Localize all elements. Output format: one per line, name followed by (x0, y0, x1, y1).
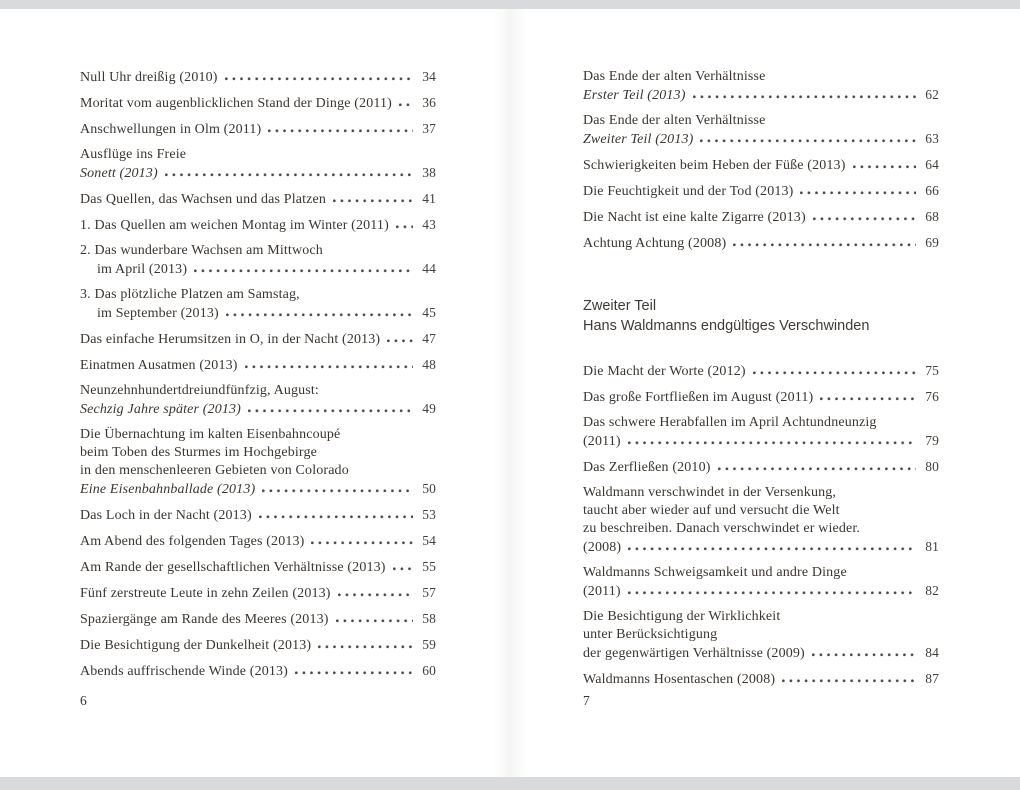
toc-entry (583, 68, 939, 105)
toc-entry-last-line (80, 584, 436, 603)
toc-entry-title: Das große Fortfließen im August (2011) (583, 390, 814, 405)
toc-entry-last-line (80, 356, 436, 375)
toc-entry-title: Abends auffrischende Winde (2013) (80, 664, 288, 679)
toc-entry-title: Schwierigkeiten beim Heben der Füße (2013) (583, 158, 846, 173)
toc-page-ref: 62 (925, 87, 939, 102)
dot-leader (753, 371, 916, 375)
toc-entry-title: Die Feuchtigkeit und der Tod (2013) (583, 184, 794, 199)
toc-entry-last-line (583, 670, 939, 689)
toc-entry (583, 458, 939, 477)
toc-entry-title: Moritat vom augenblicklichen Stand der Dinge (2011) (80, 96, 392, 111)
toc-entry-title: (2011) (583, 584, 621, 599)
toc-entry (583, 156, 939, 175)
toc-entry-last-line (80, 506, 436, 525)
toc-entry-last-line (583, 388, 939, 407)
toc-entry-last-line (583, 208, 939, 227)
toc-entry (80, 190, 436, 209)
dot-leader (268, 129, 413, 133)
toc-entry-title: Eine Eisenbahnballade (2013) (80, 482, 256, 497)
toc-entry-last-line (583, 182, 939, 201)
toc-entry-line: in den menschenleeren Gebieten von Colorado (80, 463, 349, 478)
toc-entry (80, 216, 436, 235)
toc-entry-title: (2011) (583, 434, 621, 449)
toc-page-ref: 34 (422, 69, 436, 84)
dot-leader (853, 165, 916, 169)
dot-leader (245, 365, 413, 369)
toc-entry-title: im April (2013) (97, 262, 188, 277)
dot-leader (311, 541, 413, 545)
toc-entry-last-line (80, 190, 436, 209)
toc-entry-title: Am Rande der gesellschaftlichen Verhältnisse (2013) (80, 560, 386, 575)
dot-leader (165, 173, 413, 177)
toc-entry (583, 234, 939, 253)
dot-leader (813, 217, 916, 221)
toc-page-right (583, 0, 939, 790)
toc-entry-last-line (80, 610, 436, 629)
toc-entry-line: Neunzehnhundertdreiundfünfzig, August: (80, 383, 319, 398)
toc-page-ref: 82 (925, 583, 939, 598)
toc-entry (583, 564, 939, 601)
toc-entry (583, 112, 939, 149)
dot-leader (226, 313, 413, 317)
toc-entry-last-line (80, 480, 436, 499)
toc-entry-last-line (583, 538, 939, 557)
toc-entry-line: Das Ende der alten Verhältnisse (583, 69, 766, 84)
toc-entry-line: beim Toben des Sturmes im Hochgebirge (80, 445, 317, 460)
toc-list-right (583, 68, 939, 696)
toc-page-ref: 44 (422, 261, 436, 276)
section-heading-line: Hans Waldmanns endgültiges Verschwinden (583, 317, 870, 334)
toc-entry (80, 506, 436, 525)
toc-page-ref: 81 (925, 539, 939, 554)
toc-page-ref: 64 (925, 157, 939, 172)
dot-leader (800, 191, 916, 195)
toc-page-ref: 87 (925, 671, 939, 686)
toc-entry (80, 382, 436, 419)
toc-entry-line: zu beschreiben. Danach verschwindet er wieder. (583, 521, 861, 536)
toc-entry-last-line (583, 234, 939, 253)
dot-leader (225, 77, 413, 81)
dot-leader (399, 103, 413, 107)
toc-entry-last-line (80, 662, 436, 681)
toc-page-ref: 36 (422, 95, 436, 110)
toc-entry-last-line (80, 120, 436, 139)
toc-page-ref: 57 (422, 585, 436, 600)
toc-entry-line: Das Ende der alten Verhältnisse (583, 113, 766, 128)
toc-entry (80, 146, 436, 183)
dot-leader (259, 515, 413, 519)
dot-leader (338, 593, 413, 597)
dot-leader (718, 467, 916, 471)
toc-page-ref: 54 (422, 533, 436, 548)
toc-entry-last-line (80, 216, 436, 235)
toc-entry-title: Achtung Achtung (2008) (583, 236, 727, 251)
dot-leader (393, 567, 413, 571)
toc-page-ref: 45 (422, 305, 436, 320)
toc-page-ref: 84 (925, 645, 939, 660)
toc-page-ref: 53 (422, 507, 436, 522)
toc-page-ref: 75 (925, 363, 939, 378)
toc-page-left (80, 0, 436, 790)
toc-entry-line: taucht aber wieder auf und versucht die Welt (583, 503, 840, 518)
toc-entry-last-line (583, 86, 939, 105)
toc-page-ref: 55 (422, 559, 436, 574)
toc-page-ref: 48 (422, 357, 436, 372)
toc-entry (80, 286, 436, 323)
toc-entry (80, 584, 436, 603)
toc-entry-last-line (583, 582, 939, 601)
dot-leader (318, 645, 413, 649)
toc-entry-last-line (80, 330, 436, 349)
toc-page-ref: 38 (422, 165, 436, 180)
toc-entry-last-line (583, 130, 939, 149)
toc-entry-last-line (583, 156, 939, 175)
toc-page-ref: 68 (925, 209, 939, 224)
dot-leader (733, 243, 916, 247)
toc-entry (80, 356, 436, 375)
toc-page-ref: 69 (925, 235, 939, 250)
toc-page-ref: 49 (422, 401, 436, 416)
toc-entry-title: Spaziergänge am Rande des Meeres (2013) (80, 612, 329, 627)
toc-page-ref: 47 (422, 331, 436, 346)
toc-entry-last-line (583, 432, 939, 451)
toc-page-ref: 63 (925, 131, 939, 146)
toc-entry-last-line (80, 68, 436, 87)
dot-leader (782, 679, 916, 683)
toc-entry-title: Die Besichtigung der Dunkelheit (2013) (80, 638, 312, 653)
toc-entry-title: Waldmanns Hosentaschen (2008) (583, 672, 776, 687)
toc-entry-title: der gegenwärtigen Verhältnisse (2009) (583, 646, 805, 661)
toc-page-ref: 41 (422, 191, 436, 206)
toc-entry-title: Sechzig Jahre später (2013) (80, 402, 241, 417)
photo-edge-bottom (0, 777, 1020, 790)
toc-entry-title: Das einfache Herumsitzen in O, in der Nacht (2013) (80, 332, 381, 347)
toc-entry (80, 558, 436, 577)
toc-entry-last-line (80, 94, 436, 113)
toc-entry (80, 68, 436, 87)
toc-entry (583, 182, 939, 201)
toc-entry-line: Die Übernachtung im kalten Eisenbahncoupé (80, 427, 341, 442)
section-heading (583, 297, 939, 336)
toc-entry-line: Ausflüge ins Freie (80, 147, 187, 162)
toc-page-ref: 60 (422, 663, 436, 678)
dot-leader (262, 489, 413, 493)
toc-entry-line: 2. Das wunderbare Wachsen am Mittwoch (80, 243, 323, 258)
toc-entry-title: 1. Das Quellen am weichen Montag im Winter (2011) (80, 218, 389, 233)
toc-entry-last-line (80, 164, 436, 183)
toc-entry-title: Sonett (2013) (80, 166, 158, 181)
toc-page-ref: 37 (422, 121, 436, 136)
toc-entry (583, 362, 939, 381)
dot-leader (812, 653, 916, 657)
dot-leader (820, 397, 916, 401)
toc-entry-title: Null Uhr dreißig (2010) (80, 70, 218, 85)
toc-entry (80, 94, 436, 113)
toc-entry-title: (2008) (583, 540, 622, 555)
dot-leader (693, 95, 916, 99)
toc-entry (583, 484, 939, 557)
toc-page-ref: 76 (925, 389, 939, 404)
toc-entry-line: Waldmann verschwindet in der Versenkung, (583, 485, 837, 500)
toc-list-left (80, 68, 436, 688)
dot-leader (387, 339, 413, 343)
toc-entry-line: Das schwere Herabfallen im April Achtundneunzig (583, 415, 877, 430)
toc-entry-last-line (80, 636, 436, 655)
toc-entry-last-line (80, 304, 436, 323)
toc-entry-title: Erster Teil (2013) (583, 88, 686, 103)
toc-page-ref: 58 (422, 611, 436, 626)
toc-entry (80, 330, 436, 349)
dot-leader (248, 409, 413, 413)
toc-entry (583, 608, 939, 663)
toc-entry-title: Das Zerfließen (2010) (583, 460, 711, 475)
folio-left: 6 (80, 693, 87, 708)
dot-leader (295, 671, 413, 675)
toc-entry-last-line (583, 458, 939, 477)
toc-entry-last-line (80, 532, 436, 551)
section-heading-line: Zweiter Teil (583, 298, 657, 314)
toc-entry-last-line (80, 260, 436, 279)
toc-entry-line: unter Berücksichtigung (583, 627, 718, 642)
toc-entry (583, 670, 939, 689)
toc-entry-title: Die Macht der Worte (2012) (583, 364, 746, 379)
toc-entry-line: Waldmanns Schweigsamkeit und andre Dinge (583, 565, 847, 580)
dot-leader (628, 547, 916, 551)
toc-entry (80, 636, 436, 655)
page-gutter (493, 9, 527, 777)
toc-entry-line: 3. Das plötzliche Platzen am Samstag, (80, 287, 300, 302)
toc-page-ref: 80 (925, 459, 939, 474)
toc-entry (583, 388, 939, 407)
toc-entry-line: Die Besichtigung der Wirklichkeit (583, 609, 781, 624)
toc-entry-title: Einatmen Ausatmen (2013) (80, 358, 238, 373)
toc-entry-title: Die Nacht ist eine kalte Zigarre (2013) (583, 210, 806, 225)
dot-leader (700, 139, 916, 143)
toc-page-ref: 79 (925, 433, 939, 448)
toc-entry-last-line (80, 400, 436, 419)
toc-entry (80, 426, 436, 499)
toc-entry-title: Das Quellen, das Wachsen und das Platzen (80, 192, 327, 207)
toc-entry-title: im September (2013) (97, 306, 219, 321)
dot-leader (628, 441, 916, 445)
dot-leader (396, 225, 413, 229)
toc-page-ref: 59 (422, 637, 436, 652)
toc-entry (80, 532, 436, 551)
toc-entry (80, 120, 436, 139)
toc-entry (583, 414, 939, 451)
toc-entry-last-line (80, 558, 436, 577)
toc-entry-last-line (583, 644, 939, 663)
toc-page-ref: 43 (422, 217, 436, 232)
toc-entry (80, 610, 436, 629)
toc-entry (583, 208, 939, 227)
toc-entry-title: Fünf zerstreute Leute in zehn Zeilen (2013) (80, 586, 331, 601)
dot-leader (336, 619, 413, 623)
toc-page-ref: 50 (422, 481, 436, 496)
toc-entry-title: Am Abend des folgenden Tages (2013) (80, 534, 305, 549)
toc-page-ref: 66 (925, 183, 939, 198)
toc-entry (80, 242, 436, 279)
dot-leader (628, 591, 916, 595)
toc-entry (80, 662, 436, 681)
toc-entry-title: Anschwellungen in Olm (2011) (80, 122, 262, 137)
folio-right: 7 (583, 693, 590, 708)
toc-entry-last-line (583, 362, 939, 381)
toc-entry-title: Zweiter Teil (2013) (583, 132, 694, 147)
dot-leader (194, 269, 413, 273)
dot-leader (333, 199, 413, 203)
toc-entry-title: Das Loch in der Nacht (2013) (80, 508, 252, 523)
